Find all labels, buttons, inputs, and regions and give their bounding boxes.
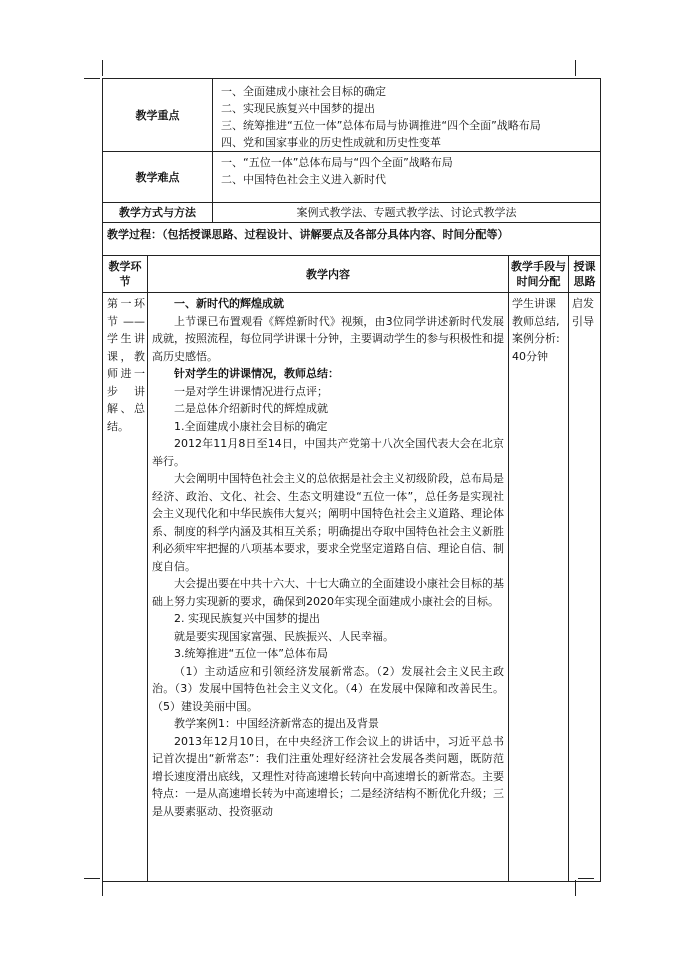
stage-cell: 第一环节——学生讲课，教师进一步讲解、总结。 <box>103 293 148 882</box>
key-points-list <box>213 79 601 152</box>
content-paragraph: 就是要实现国家富强、民族振兴、人民幸福。 <box>174 629 394 643</box>
crop-mark-top-left-h <box>84 78 100 79</box>
content-paragraph: 大会提出要在中共十六大、十七大确立的全面建设小康社会目标的基础上努力实现新的要求，确保到2020年实现全面建成小康社会的目标。 <box>152 577 504 608</box>
difficult-point-item: 一、“五位一体”总体布局与“四个全面”战略布局 <box>221 156 453 169</box>
content-paragraph: 一是对学生讲课情况进行点评； <box>174 384 328 398</box>
key-points-label: 教学重点 <box>103 79 213 152</box>
header-content: 教学内容 <box>148 256 509 293</box>
content-paragraph: 二是总体介绍新时代的辉煌成就 <box>174 402 328 415</box>
methods-value: 案例式教学法、专题式教学法、讨论式教学法 <box>213 203 601 223</box>
methods-label: 教学方式与方法 <box>103 203 213 223</box>
means-cell: 学生讲课教师总结,案例分析: 40分钟 <box>509 293 569 882</box>
key-point-item: 三、统筹推进“五位一体”总体布局与协调推进“四个全面”战略布局 <box>221 119 541 132</box>
content-paragraph: 2013年12月10日，在中央经济工作会议上的讲话中，习近平总书记首次提出“新常态”：我们注重处理好经济社会发展各类问题，既防范增长速度滑出底线，又理性对待高速增长转向中高速增长的新常态。主要特点：一是从高速增长转为中高速增长；二是经济结构不断优化升级；三是从要素驱动、投资驱动 <box>152 734 504 818</box>
header-idea: 授课思路 <box>569 256 601 293</box>
crop-mark-bottom-right-v <box>575 880 576 896</box>
content-row <box>103 293 601 882</box>
difficult-points-list <box>213 152 601 203</box>
key-point-item: 二、实现民族复兴中国梦的提出 <box>221 102 375 115</box>
content-paragraph: 2. 实现民族复兴中国梦的提出 <box>174 612 320 625</box>
header-stage: 教学环节 <box>103 256 148 293</box>
difficult-points-row <box>103 152 601 203</box>
difficult-points-label: 教学难点 <box>103 152 213 203</box>
content-paragraph: 针对学生的讲课情况，教师总结： <box>174 367 339 380</box>
crop-mark-bottom-left-v <box>102 880 103 896</box>
content-paragraph: 上节课已布置观看《辉煌新时代》视频，由3位同学讲述新时代发展成就，按照流程，每位同学讲课十分钟，主要调动学生的参与积极性和提高历史感悟。 <box>152 314 504 363</box>
header-row <box>103 256 601 293</box>
difficult-point-item: 二、中国特色社会主义进入新时代 <box>221 173 386 186</box>
crop-mark-bottom-left-h <box>84 878 100 879</box>
content-paragraph: 一、新时代的辉煌成就 <box>174 297 284 310</box>
content-paragraph: （1）主动适应和引领经济发展新常态。（2）发展社会主义民主政治。（3）发展中国特色社会主义文化。（4）在发展中保障和改善民生。（5）建设美丽中国。 <box>152 664 504 713</box>
content-paragraph: 教学案例1：中国经济新常态的提出及背景 <box>174 717 379 730</box>
crop-mark-top-left-v <box>102 60 103 76</box>
process-row <box>103 223 601 256</box>
methods-row <box>103 203 601 223</box>
key-point-item: 四、党和国家事业的历史性成就和历史性变革 <box>221 136 441 149</box>
key-points-row <box>103 79 601 152</box>
idea-cell: 启发引导 <box>569 293 601 882</box>
content-paragraph: 大会阐明中国特色社会主义的总依据是社会主义初级阶段，总布局是经济、政治、文化、社会、生态文明建设“五位一体”，总任务是实现社会主义现代化和中华民族伟大复兴；阐明中国特色社会主义道路、理论体系、制度的科学内涵及其相互关系；明确提出夺取中国特色社会主义新胜利必须牢牢把握的八项基本要求，要求全党坚定道路自信、理论自信、制度自信。 <box>152 472 504 573</box>
header-means: 教学手段与时间分配 <box>509 256 569 293</box>
content-paragraph: 3.统筹推进“五位一体”总体布局 <box>174 647 328 660</box>
key-point-item: 一、全面建成小康社会目标的确定 <box>221 85 386 98</box>
content-paragraph: 1.全面建成小康社会目标的确定 <box>174 419 328 433</box>
lesson-plan-table <box>102 78 601 882</box>
content-paragraph: 2012年11月8日至14日，中国共产党第十八次全国代表大会在北京举行。 <box>152 437 504 468</box>
content-cell <box>148 293 509 882</box>
process-label: 教学过程：（包括授课思路、过程设计、讲解要点及各部分具体内容、时间分配等） <box>103 223 601 256</box>
crop-mark-top-right-v <box>575 60 576 76</box>
